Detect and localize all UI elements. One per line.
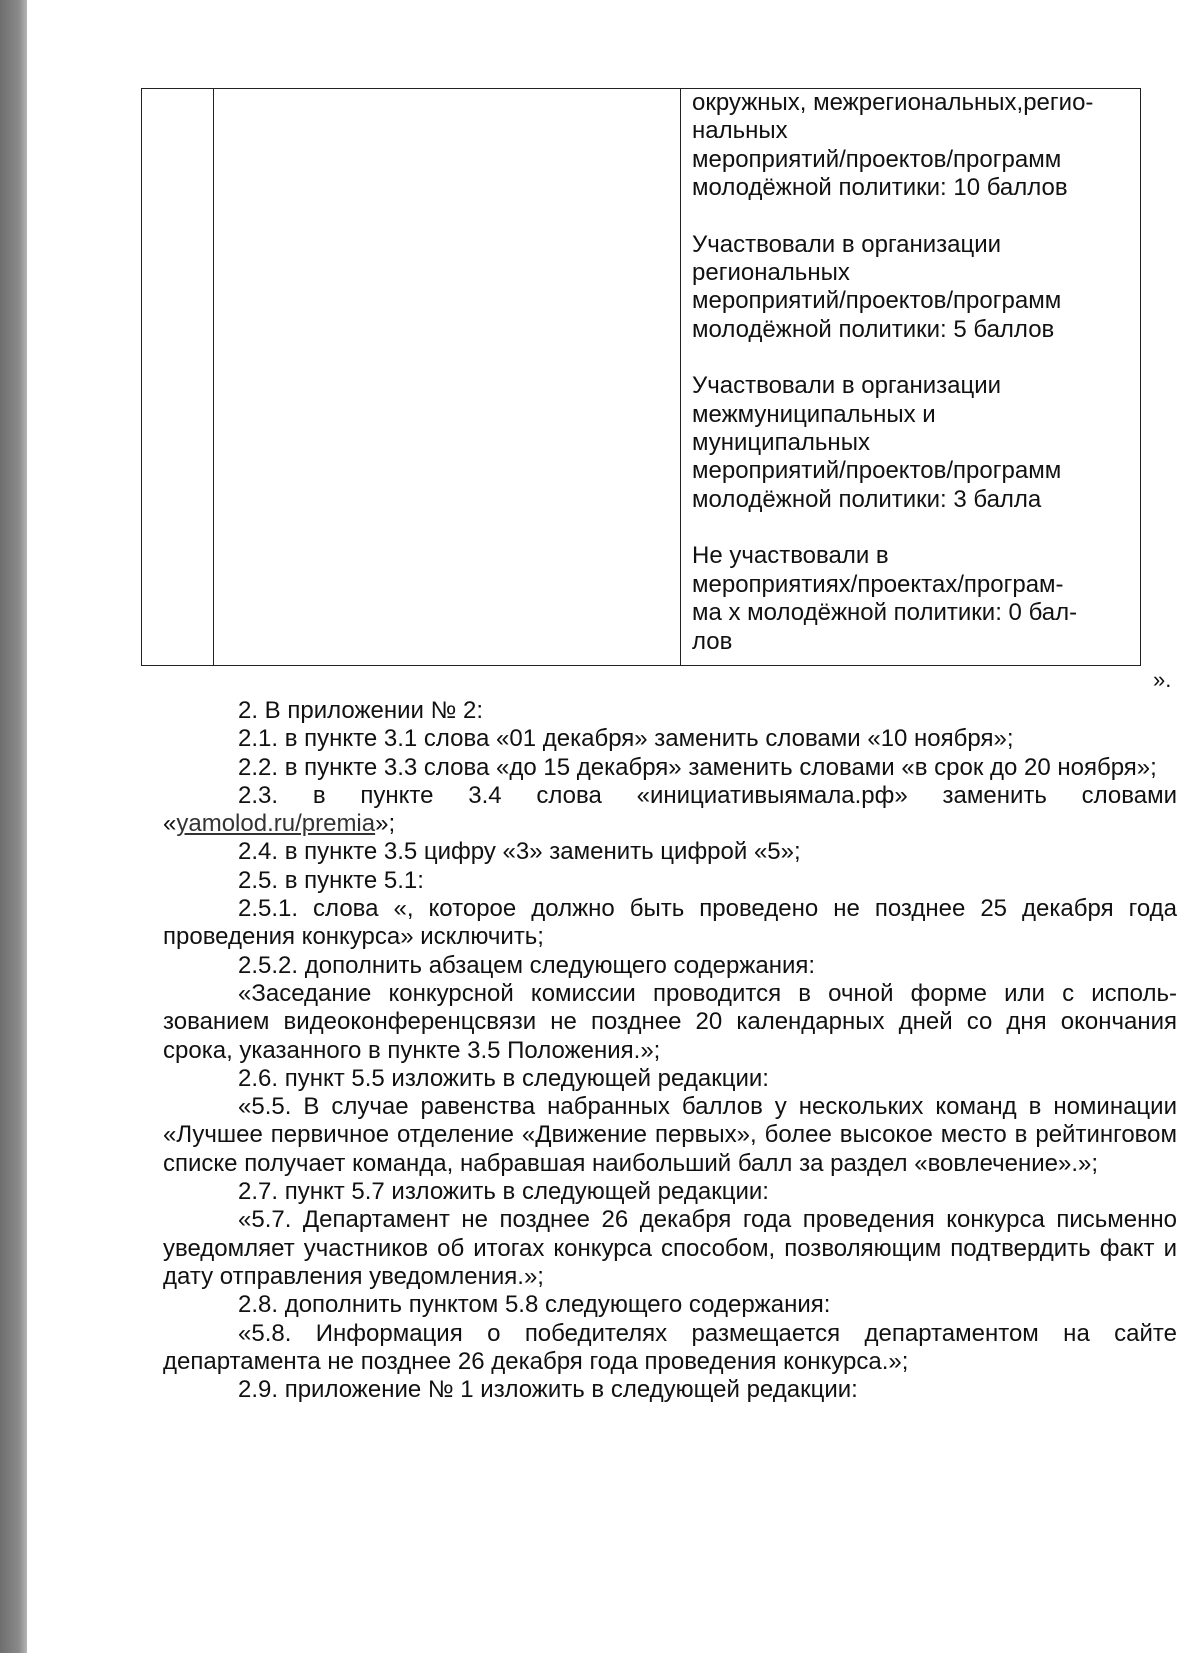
premia-link[interactable]: yamolod.ru/premia [176, 810, 376, 838]
scoring-line: мероприятий/проектов/программ [692, 457, 1062, 485]
closing-quote: ». [1153, 667, 1172, 692]
scoring-line: региональных [692, 259, 850, 287]
table-cell-scoring [681, 89, 1141, 666]
scoring-line: мероприятий/проектов/программ [692, 287, 1062, 315]
paragraph: 2.5. в пункте 5.1: [238, 866, 424, 894]
paragraph: 2.6. пункт 5.5 изложить в следующей редакции: [238, 1064, 769, 1092]
scoring-line: Не участвовали в [692, 542, 889, 570]
table-row [142, 89, 1141, 666]
criteria-table [141, 88, 1141, 666]
scoring-line: молодёжной политики: 5 баллов [692, 315, 1055, 343]
amendment-text [163, 697, 1177, 1404]
paragraph: «5.8. Информация о победителях размещается департаментом на сайте департамента не позднее 26 декабря года проведения конкурса.»; [163, 1319, 1177, 1375]
paragraph: «5.5. В случае равенства набранных баллов у нескольких команд в номинации «Лучшее первичное отделение «Движение первых», более высокое место в рейтинговом списке получает команда, набравшая наибольший балл за раздел «вовлечение».»; [163, 1093, 1177, 1177]
scoring-line: молодёжной политики: 10 баллов [692, 174, 1068, 202]
paragraph-text: 2.3. в пункте 3.4 слова «инициативыямала.рф» заменить словами « [163, 781, 1177, 838]
paragraph: 2.5.2. дополнить абзацем следующего содержания: [238, 951, 816, 979]
scoring-line: межмуниципальных и [692, 400, 936, 428]
scoring-line: Участвовали в организации [692, 372, 1002, 400]
table-cell-number [142, 89, 214, 666]
scoring-line: молодёжной политики: 3 балла [692, 485, 1042, 513]
paragraph [163, 782, 1177, 839]
scan-edge-shadow [0, 0, 27, 1653]
paragraph: 2.2. в пункте 3.3 слова «до 15 декабря» заменить словами «в срок до 20 ноября»; [238, 753, 1157, 781]
paragraph: 2.1. в пункте 3.1 слова «01 декабря» заменить словами «10 ноября»; [238, 725, 1014, 753]
paragraph: 2. В приложении № 2: [238, 697, 484, 724]
paragraph: 2.7. пункт 5.7 изложить в следующей редакции: [238, 1178, 769, 1206]
paragraph: 2.4. в пункте 3.5 цифру «3» заменить цифрой «5»; [238, 838, 801, 866]
paragraph: 2.9. приложение № 1 изложить в следующей редакции: [238, 1376, 858, 1404]
scoring-line: ма х молодёжной политики: 0 бал- [692, 599, 1078, 627]
paragraph: «5.7. Департамент не позднее 26 декабря года проведения конкурса письменно уведомляет участников об итогах конкурса способом, позволяющим подтвердить факт и дату отправления уведомления.»; [163, 1206, 1177, 1290]
paragraph: 2.5.1. слова «, которое должно быть проведено не позднее 25 декабря года проведения конкурса» исключить; [163, 895, 1177, 951]
scoring-line: муниципальных [692, 429, 870, 457]
paragraph: «Заседание конкурсной комиссии проводится в очной форме или с использованием видеоконференцсвязи не позднее 20 календарных дней со дня окончания срока, указанного в пункте 3.5 Положения.»; [163, 979, 1177, 1064]
scoring-line: окружных, межрегиональных,регио- [692, 89, 1094, 116]
table-cell-criterion [214, 89, 681, 666]
scoring-line: Участвовали в организации [692, 230, 1002, 258]
paragraph: 2.8. дополнить пунктом 5.8 следующего содержания: [238, 1291, 831, 1319]
paragraph-text: »; [375, 810, 396, 838]
scoring-text [692, 89, 1140, 656]
scoring-line: мероприятиях/проектах/програм- [692, 570, 1064, 598]
scoring-line: мероприятий/проектов/программ [692, 145, 1062, 173]
scoring-line: лов [692, 627, 733, 655]
scoring-line: нальных [692, 117, 788, 145]
